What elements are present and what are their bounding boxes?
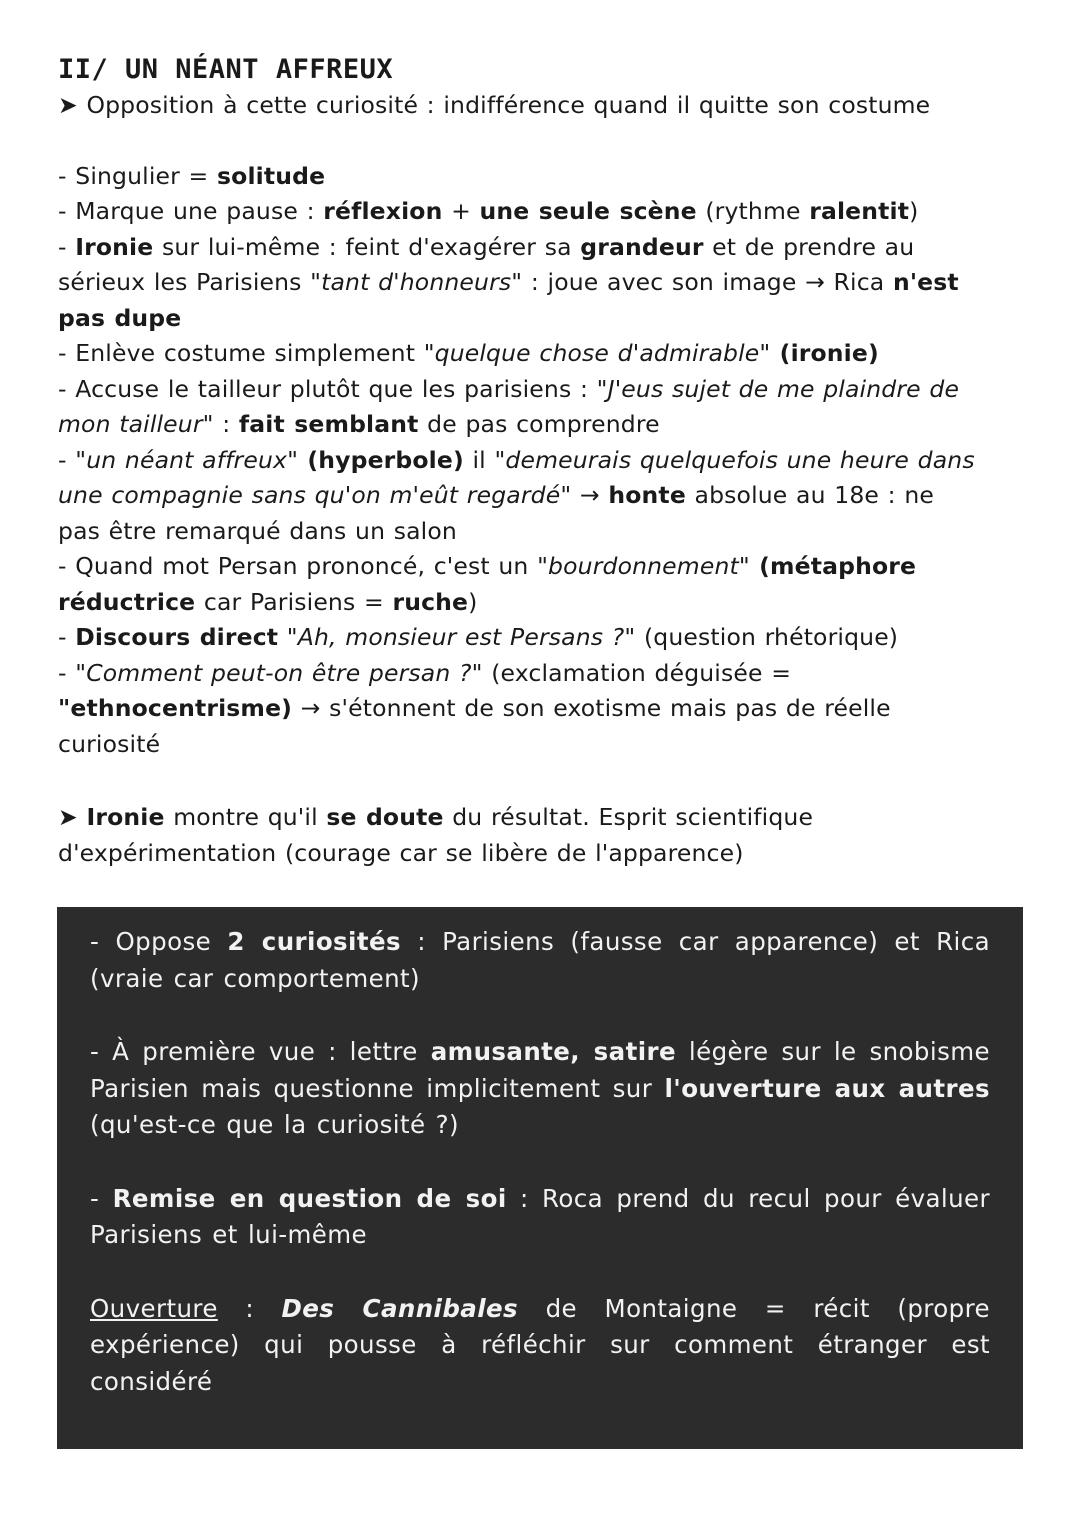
list-item-continuation: une compagnie sans qu'on m'eût regardé" → honte absolue au 18e : ne bbox=[58, 481, 935, 509]
list-item: - Quand mot Persan prononcé, c'est un "bourdonnement" (métaphore bbox=[58, 552, 917, 580]
notes-page bbox=[58, 52, 1028, 871]
list-item: - Accuse le tailleur plutôt que les parisiens : "J'eus sujet de me plaindre de bbox=[58, 374, 960, 403]
summary-paragraph: - Remise en question de soi : Roca prend du recul pour évaluer Parisiens et lui-même bbox=[90, 1183, 990, 1249]
conclusion-continuation: d'expérimentation (courage car se libère de l'apparence) bbox=[58, 838, 744, 867]
intro-text: Opposition à cette curiosité : indifférence quand il quitte son costume bbox=[86, 91, 931, 119]
list-item: - "un néant affreux" (hyperbole) il "demeurais quelquefois une heure dans bbox=[58, 445, 975, 474]
list-item-continuation: mon tailleur" : fait semblant de pas comprendre bbox=[58, 410, 660, 438]
arrow-bullet-icon: ➤ bbox=[58, 91, 78, 119]
summary-paragraph: - Oppose 2 curiosités : Parisiens (fausse car apparence) et Rica (vraie car comportement) bbox=[90, 927, 991, 993]
list-item: - Discours direct "Ah, monsieur est Persans ?" (question rhétorique) bbox=[58, 623, 899, 651]
summary-paragraph: - À première vue : lettre amusante, satire légère sur le snobisme Parisien mais questionne implicitement sur l'ouverture aux autres (qu'est-ce que la curiosité ?) bbox=[90, 1037, 990, 1139]
list-item: - "Comment peut-on être persan ?" (exclamation déguisée = bbox=[58, 658, 792, 687]
list-item: - Ironie sur lui-même : feint d'exagérer sa grandeur et de prendre au bbox=[58, 232, 915, 261]
list-item-continuation: "ethnocentrisme) → s'étonnent de son exotisme mais pas de réelle bbox=[58, 694, 891, 722]
spacer bbox=[58, 124, 1028, 159]
list-item-continuation: sérieux les Parisiens "tant d'honneurs" : joue avec son image → Rica n'est bbox=[58, 268, 959, 296]
intro-line bbox=[58, 88, 1028, 124]
summary-box bbox=[57, 907, 1023, 1449]
list-item-continuation: curiosité bbox=[58, 729, 161, 758]
section-title: II/ UN NÉANT AFFREUX bbox=[58, 54, 394, 85]
list-item-continuation: réductrice car Parisiens = ruche) bbox=[58, 587, 478, 616]
conclusion-line: ➤ Ironie montre qu'il se doute du résultat. Esprit scientifique bbox=[58, 803, 814, 831]
list-item: - Singulier = solitude bbox=[58, 161, 326, 190]
arrow-bullet-icon: ➤ bbox=[58, 803, 78, 831]
list-item: - Marque une pause : réflexion + une seule scène (rythme ralentit) bbox=[58, 197, 919, 225]
list-item-continuation: pas être remarqué dans un salon bbox=[58, 516, 457, 545]
list-item-continuation: pas dupe bbox=[58, 303, 182, 332]
list-item: - Enlève costume simplement "quelque chose d'admirable" (ironie) bbox=[58, 339, 879, 367]
spacer bbox=[58, 762, 1028, 800]
opening-paragraph: Ouverture : Des Cannibales de Montaigne = récit (propre expérience) qui pousse à réfléchir sur comment étranger est considéré bbox=[90, 1293, 990, 1396]
